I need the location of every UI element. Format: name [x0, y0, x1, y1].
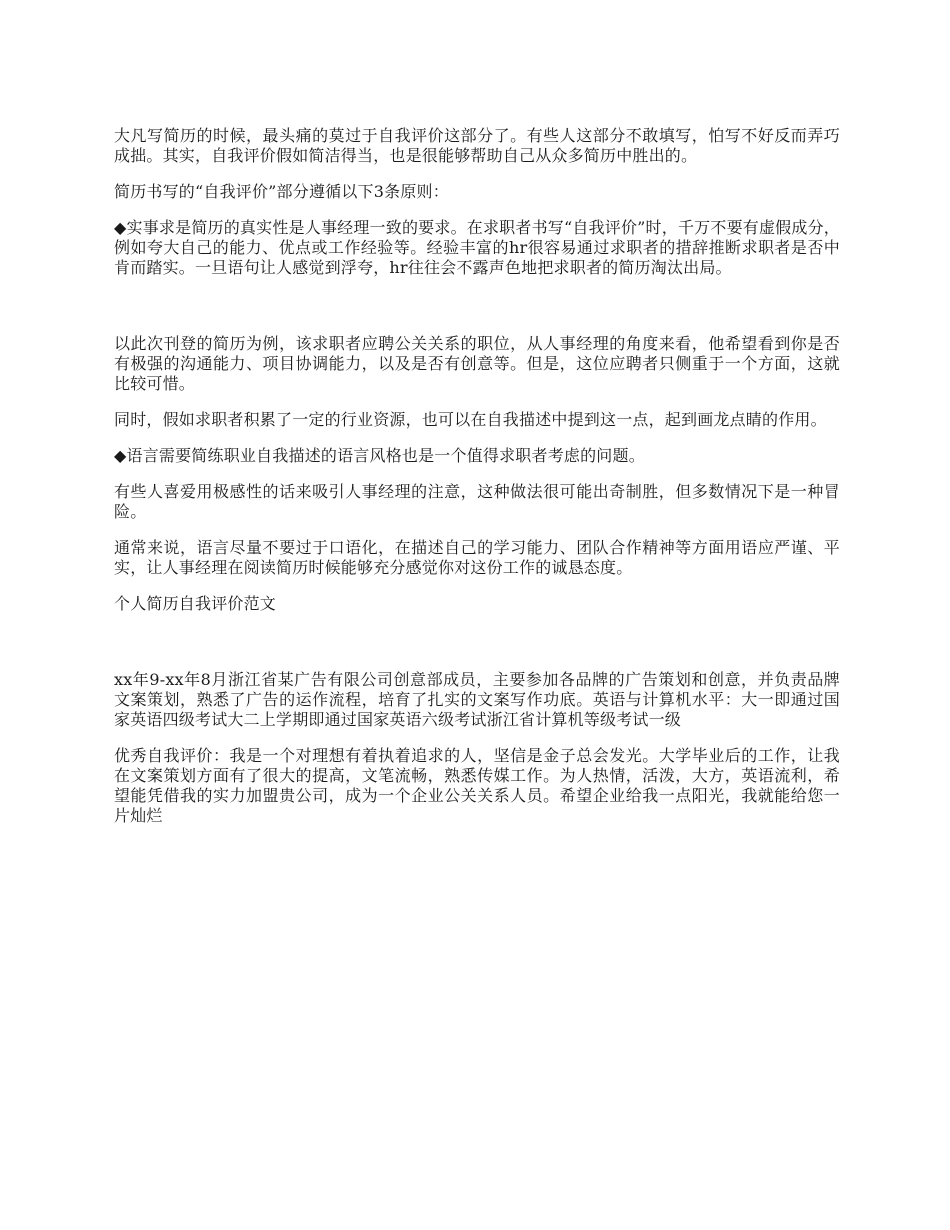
principles-heading: 简历书写的“自我评价”部分遵循以下3条原则： [114, 182, 449, 201]
intro-paragraph: 大凡写简历的时候，最头痛的莫过于自我评价这部分了。有些人这部分不敢填写，怕写不好反而弄巧成拙。其实，自我评价假如简洁得当，也是很能够帮助自己从众多简历中胜出的。 [114, 126, 840, 165]
formal-language-paragraph: 通常来说，语言尽量不要过于口语化，在描述自己的学习能力、团队合作精神等方面用语应严谨、平实，让人事经理在阅读简历时候能够充分感觉你对这份工作的诚恳态度。 [114, 538, 840, 577]
emotional-language-paragraph: 有些人喜爱用极感性的话来吸引人事经理的注意，这种做法很可能出奇制胜，但多数情况下是一种冒险。 [114, 482, 840, 521]
principle-concise-language: ◆语言需要简练职业自我描述的语言风格也是一个值得求职者考虑的问题。 [114, 446, 645, 465]
industry-resources-paragraph: 同时，假如求职者积累了一定的行业资源，也可以在自我描述中提到这一点，起到画龙点睛的作用。 [114, 410, 827, 429]
spacer [114, 294, 840, 334]
example-paragraph: 以此次刊登的简历为例，该求职者应聘公关关系的职位，从人事经理的角度来看，他希望看到你是否有极强的沟通能力、项目协调能力，以及是否有创意等。但是，这位应聘者只侧重于一个方面，这就比较可惜。 [114, 334, 840, 393]
spacer [114, 630, 840, 670]
sample-self-evaluation-paragraph: 优秀自我评价：我是一个对理想有着执着追求的人，坚信是金子总会发光。大学毕业后的工作，让我在文案策划方面有了很大的提高，文笔流畅，熟悉传媒工作。为人热情，活泼，大方，英语流利，希望能凭借我的实力加盟贵公司，成为一个企业公关关系人员。希望企业给我一点阳光，我就能给您一片灿烂 [114, 746, 840, 825]
principle-truthfulness: ◆实事求是简历的真实性是人事经理一致的要求。在求职者书写“自我评价”时，千万不要有虚假成分，例如夸大自己的能力、优点或工作经验等。经验丰富的hr很容易通过求职者的措辞推断求职者是否中肯而踏实。一旦语句让人感觉到浮夸，hr往往会不露声色地把求职者的简历淘汰出局。 [114, 218, 840, 277]
sample-heading: 个人简历自我评价范文 [114, 594, 277, 613]
sample-experience-paragraph: xx年9-xx年8月浙江省某广告有限公司创意部成员，主要参加各品牌的广告策划和创意，并负责品牌文案策划，熟悉了广告的运作流程，培育了扎实的文案写作功底。英语与计算机水平：大一即通过国家英语四级考试大二上学期即通过国家英语六级考试浙江省计算机等级考试一级 [114, 670, 840, 729]
document-body [114, 126, 840, 842]
